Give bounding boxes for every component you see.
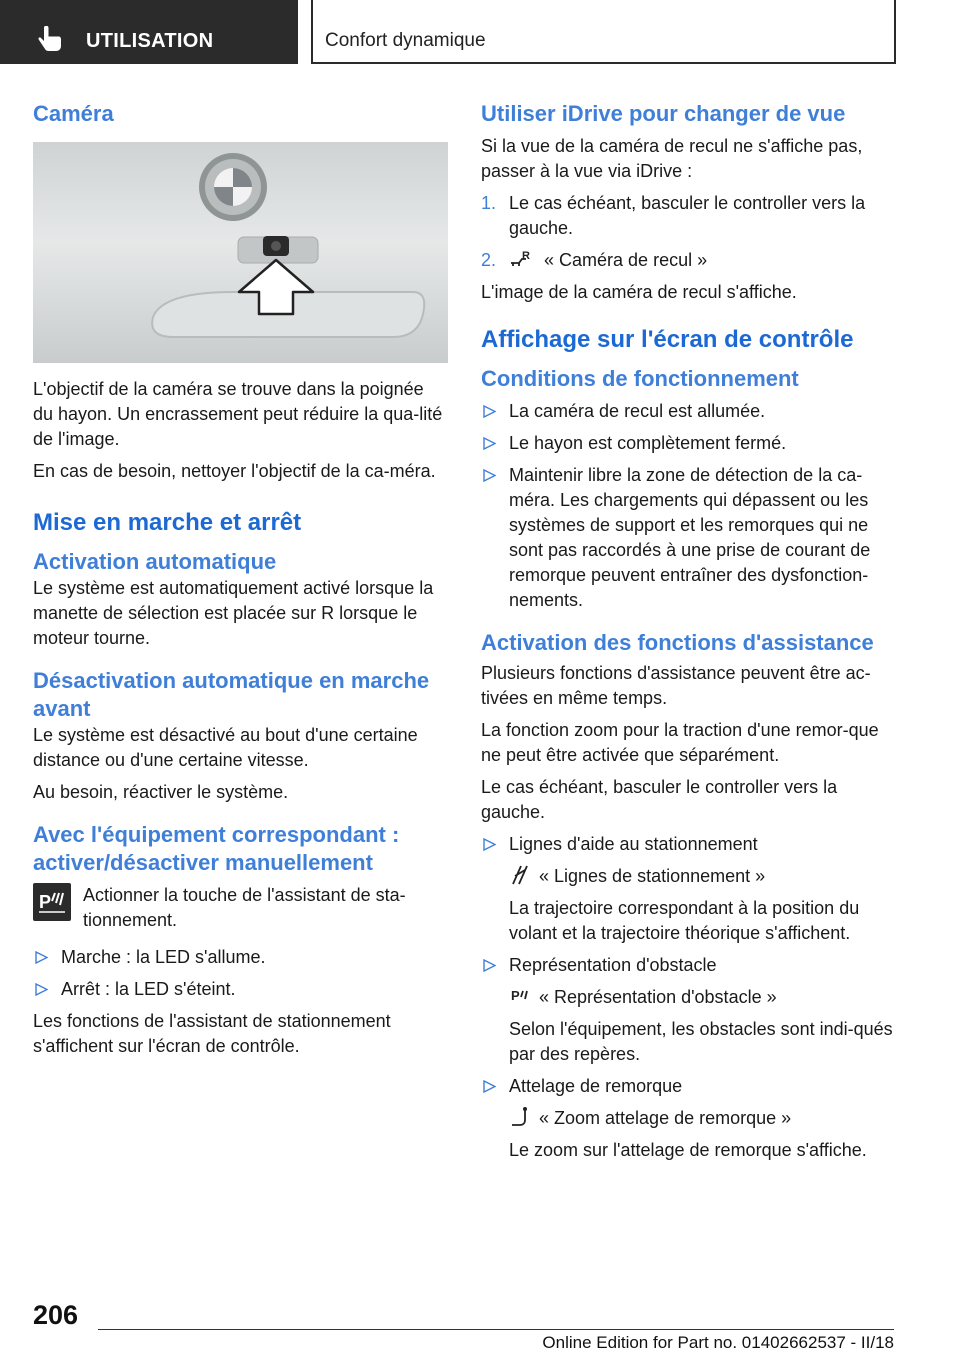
heading-desactivation: Désactivation automatique en marche avant xyxy=(33,668,430,721)
triangle-bullet-icon xyxy=(483,437,496,450)
obstacle-icon xyxy=(509,985,533,1007)
triangle-bullet-icon xyxy=(483,838,496,851)
camera-text-2: En cas de besoin, nettoyer l'objectif de la ca-méra. xyxy=(33,461,436,481)
list-item: Lignes d'aide au stationnement « Lignes de stationnement » La trajectoire correspondant à la position du volant et la trajectoire théorique s'affichent. xyxy=(481,832,893,946)
triangle-bullet-icon xyxy=(35,983,48,996)
triangle-bullet-icon xyxy=(483,405,496,418)
triangle-bullet-icon xyxy=(483,959,496,972)
rear-camera-icon xyxy=(509,248,533,270)
idrive-text: Si la vue de la caméra de recul ne s'affiche pas, passer à la vue via iDrive : xyxy=(481,136,863,181)
left-column xyxy=(33,100,448,1066)
heading-activation-auto: Activation automatique xyxy=(33,549,277,574)
heading-manuel: Avec l'équipement correspondant : activer/désactiver manuellement xyxy=(33,822,400,875)
list-item: Maintenir libre la zone de détection de la ca-méra. Les chargements qui dépassent ou les systèmes de support et les remorques qui ne sont pas raccordés à une prise de courant de remorque peuvent entraîner des dysfonction-nements. xyxy=(481,463,893,613)
step-item: 1. Le cas échéant, basculer le controller vers la gauche. xyxy=(481,193,866,238)
final-text: Les fonctions de l'assistant de stationnement s'affichent sur l'écran de contrôle. xyxy=(33,1011,391,1056)
chapter-title: Confort dynamique xyxy=(325,30,486,51)
heading-affichage: Affichage sur l'écran de contrôle xyxy=(481,326,854,353)
footer-divider xyxy=(98,1329,894,1330)
page-number: 206 xyxy=(33,1300,79,1330)
triangle-bullet-icon xyxy=(483,1080,496,1093)
svg-text:P: P xyxy=(39,892,52,912)
list-item: La caméra de recul est allumée. xyxy=(481,399,893,424)
svg-text:P: P xyxy=(511,988,520,1003)
conditions-list xyxy=(481,399,893,613)
right-column xyxy=(481,100,893,1170)
hand-pointer-icon xyxy=(38,26,62,54)
led-list xyxy=(33,945,448,1002)
park-assist-button-row xyxy=(33,883,448,933)
section-label: UTILISATION xyxy=(86,30,214,52)
section-tab xyxy=(0,0,298,64)
list-item: Représentation d'obstacle P « Représentation d'obstacle » Selon l'équipement, les obstacles sont indi-qués par des repères. xyxy=(481,953,893,1067)
heading-camera: Caméra xyxy=(33,101,114,126)
functions-list xyxy=(481,832,893,1163)
list-item: Marche : la LED s'allume. xyxy=(33,945,448,970)
camera-photo xyxy=(33,142,448,363)
camera-text-1: L'objectif de la caméra se trouve dans la poignée du hayon. Un encrassement peut réduire la qua-lité de l'image. xyxy=(33,379,443,449)
parking-lines-icon xyxy=(509,864,533,886)
trailer-hitch-icon xyxy=(509,1106,533,1128)
desact-text-2: Au besoin, réactiver le système. xyxy=(33,782,289,802)
chapter-header xyxy=(311,0,896,64)
heading-mise-en-marche: Mise en marche et arrêt xyxy=(33,509,302,536)
triangle-bullet-icon xyxy=(483,469,496,482)
list-item: Arrêt : la LED s'éteint. xyxy=(33,977,448,1002)
step-item: 2. R « Caméra de recul » xyxy=(481,250,708,270)
activation-text-2: La fonction zoom pour la traction d'une remor-que ne peut être activée que séparément. xyxy=(481,720,879,765)
heading-conditions: Conditions de fonctionnement xyxy=(481,366,799,391)
triangle-bullet-icon xyxy=(35,951,48,964)
list-item: Le hayon est complètement fermé. xyxy=(481,431,893,456)
svg-text:R: R xyxy=(522,250,530,262)
heading-idrive: Utiliser iDrive pour changer de vue xyxy=(481,101,846,126)
list-item: Attelage de remorque « Zoom attelage de remorque » Le zoom sur l'attelage de remorque s'affiche. xyxy=(481,1074,893,1163)
button-text: Actionner la touche de l'assistant de sta-tionnement. xyxy=(83,885,406,930)
tailgate-illustration xyxy=(33,142,448,363)
heading-activation-fonctions: Activation des fonctions d'assistance xyxy=(481,630,874,655)
park-assist-key-icon xyxy=(33,883,71,921)
idrive-steps xyxy=(481,191,893,273)
activation-text-3: Le cas échéant, basculer le controller vers la gauche. xyxy=(481,777,838,822)
auto-text: Le système est automatiquement activé lorsque la manette de sélection est placée sur R lorsque le moteur tourne. xyxy=(33,578,434,648)
edition-note: Online Edition for Part no. 01402662537 - II/18 xyxy=(542,1333,894,1352)
idrive-text-2: L'image de la caméra de recul s'affiche. xyxy=(481,282,797,302)
activation-text-1: Plusieurs fonctions d'assistance peuvent être ac-tivées en même temps. xyxy=(481,663,871,708)
desact-text-1: Le système est désactivé au bout d'une certaine distance ou d'une certaine vitesse. xyxy=(33,725,418,770)
